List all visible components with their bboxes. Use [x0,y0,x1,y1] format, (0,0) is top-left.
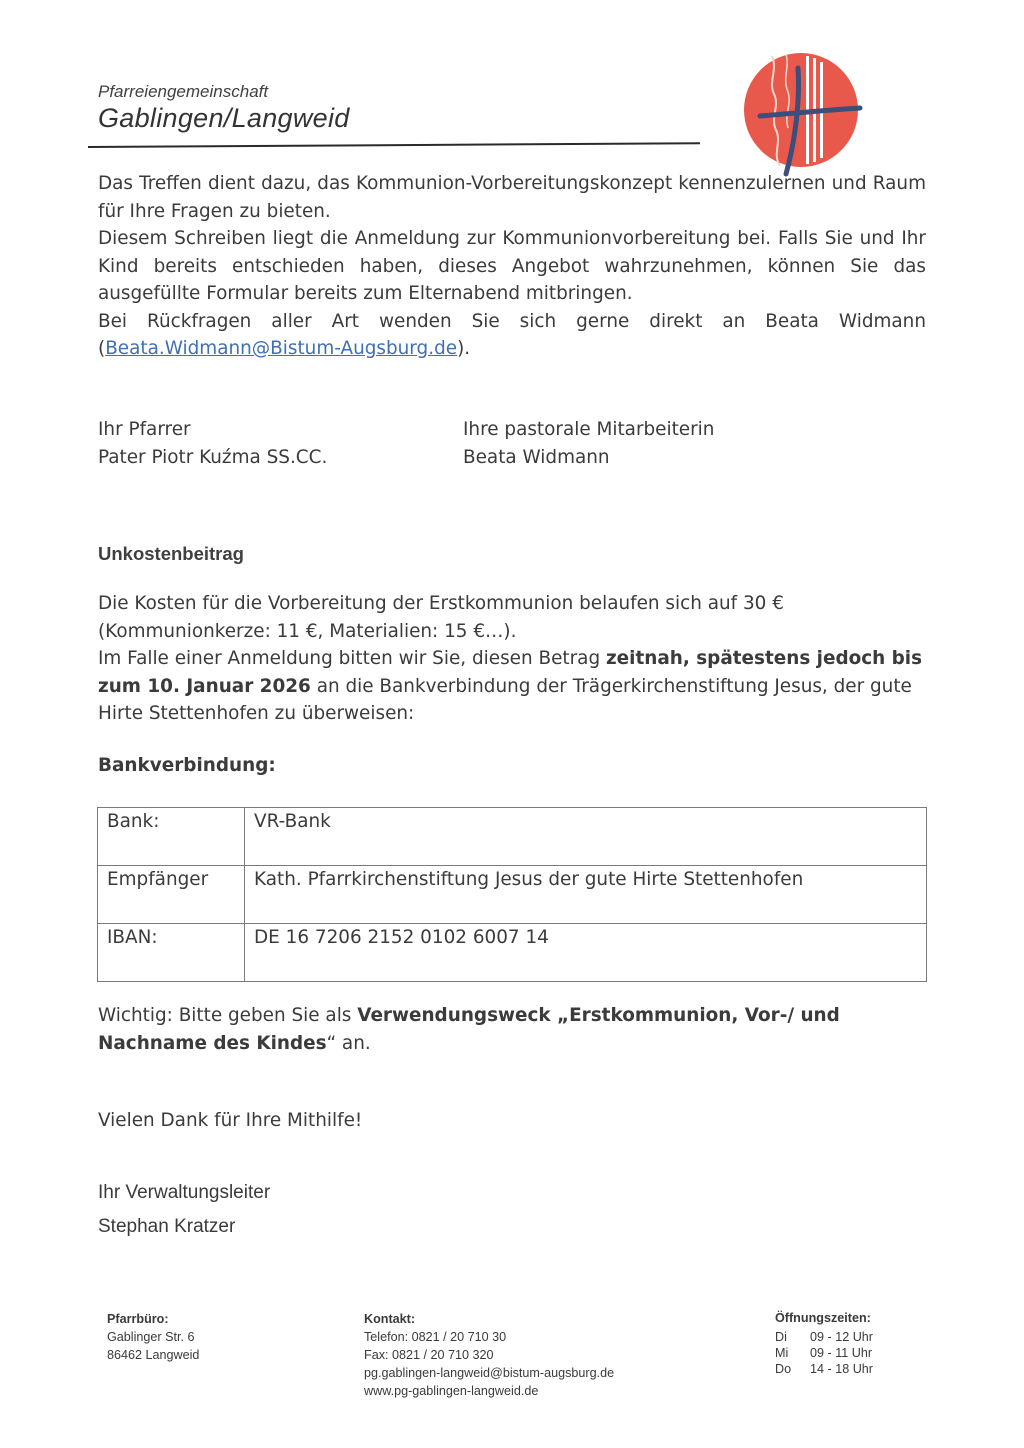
payment-purpose-text: Verwendungsweck „Erstkommunion, Vor-/ und Nachname des Kindes [98,1005,840,1054]
pastor-name: Pater Piotr Kuźma SS.CC. [98,447,328,468]
assistant-role: Ihre pastorale Mitarbeiterin [463,419,715,440]
header-divider [88,142,700,148]
deadline-text: zeitnah, spätestens jedoch bis zum 10. Januar 2026 [98,648,923,697]
signature-assistant [463,416,714,472]
intro-paragraph-1: Das Treffen dient dazu, das Kommunion-Vorbereitungskonzept kennenzulernen und Raum für Ihre Fragen zu bieten. [98,173,926,222]
costs-line-3: Im Falle einer Anmeldung bitten wir Sie, diesen Betrag zeitnah, spätestens jedoch bis zum 10. Januar 2026 an die Bankverbindung der Trägerkirchenstiftung Jesus, der gute Hirte Stettenhofen zu überweisen: [98,648,923,724]
intro-paragraph-2: Diesem Schreiben liegt die Anmeldung zur Kommunionvorbereitung bei. Falls Sie und Ihr Kind bereits entschieden haben, dieses Angebot wahrzunehmen, können Sie das ausgefüllte Formular bereits zum Elternabend mitbringen. [98,228,926,304]
iban-value: DE 16 7206 2152 0102 6007 14 [245,924,927,982]
iban-label: IBAN: [98,924,245,982]
recipient-label: Empfänger [98,866,245,924]
costs-text [98,590,926,728]
hours-row [775,1345,873,1361]
signature-admin [98,1176,270,1244]
admin-role: Ihr Verwaltungsleiter [98,1182,271,1203]
recipient-value: Kath. Pfarrkirchenstiftung Jesus der gute Hirte Stettenhofen [245,866,927,924]
assistant-name: Beata Widmann [463,447,610,468]
table-row [98,924,927,982]
contact-phone: Telefon: 0821 / 20 710 30 [364,1330,507,1344]
email-link[interactable]: Beata.Widmann@Bistum-Augsburg.de [105,338,458,359]
footer-hours [775,1310,873,1377]
table-row [98,866,927,924]
hours-row [775,1329,873,1345]
parish-community-label: Pfarreiengemeinschaft [98,82,269,101]
pastor-role: Ihr Pfarrer [98,419,191,440]
contact-email[interactable]: pg.gablingen-langweid@bistum-augsburg.de [364,1366,615,1380]
contact-heading: Kontakt: [364,1312,416,1326]
signature-pastor [98,416,327,472]
hours-time: 09 - 12 Uhr [810,1330,873,1344]
bank-label: Bank: [98,808,245,866]
bank-details-table [97,807,927,982]
bank-value: VR-Bank [245,808,927,866]
footer-office [107,1310,199,1364]
footer-contact [364,1310,614,1400]
office-city: 86462 Langweid [107,1348,200,1362]
costs-line-1: Die Kosten für die Vorbereitung der Erstkommunion belaufen sich auf 30 € [98,593,784,614]
intro-paragraph-3: Bei Rückfragen aller Art wenden Sie sich gerne direkt an Beata Widmann [98,310,926,332]
costs-line-2: (Kommunionkerze: 11 €, Materialien: 15 €…). [98,620,517,642]
hours-day: Di [775,1330,787,1344]
bank-heading: Bankverbindung: [98,755,276,776]
hours-row [775,1361,873,1377]
intro-email-line: (Beata.Widmann@Bistum-Augsburg.de). [98,338,471,359]
office-street: Gablinger Str. 6 [107,1330,195,1344]
payment-purpose-note: Wichtig: Bitte geben Sie als Verwendungsweck „Erstkommunion, Vor-/ und Nachname des Kindes“ an. [98,1005,840,1054]
office-heading: Pfarrbüro: [107,1312,169,1326]
table-row [98,808,927,866]
admin-name: Stephan Kratzer [98,1216,236,1237]
hours-heading: Öffnungszeiten: [775,1311,871,1325]
contact-website[interactable]: www.pg-gablingen-langweid.de [364,1384,539,1398]
parish-logo-icon [742,48,864,178]
thanks-text: Vielen Dank für Ihre Mithilfe! [98,1110,363,1131]
intro-text [98,170,926,363]
hours-day: Do [775,1362,792,1376]
contact-fax: Fax: 0821 / 20 710 320 [364,1348,494,1362]
hours-day: Mi [775,1346,789,1360]
hours-time: 09 - 11 Uhr [810,1346,873,1360]
parish-name-title: Gablingen/Langweid [98,103,350,133]
costs-heading: Unkostenbeitrag [98,543,244,564]
hours-time: 14 - 18 Uhr [810,1362,873,1376]
